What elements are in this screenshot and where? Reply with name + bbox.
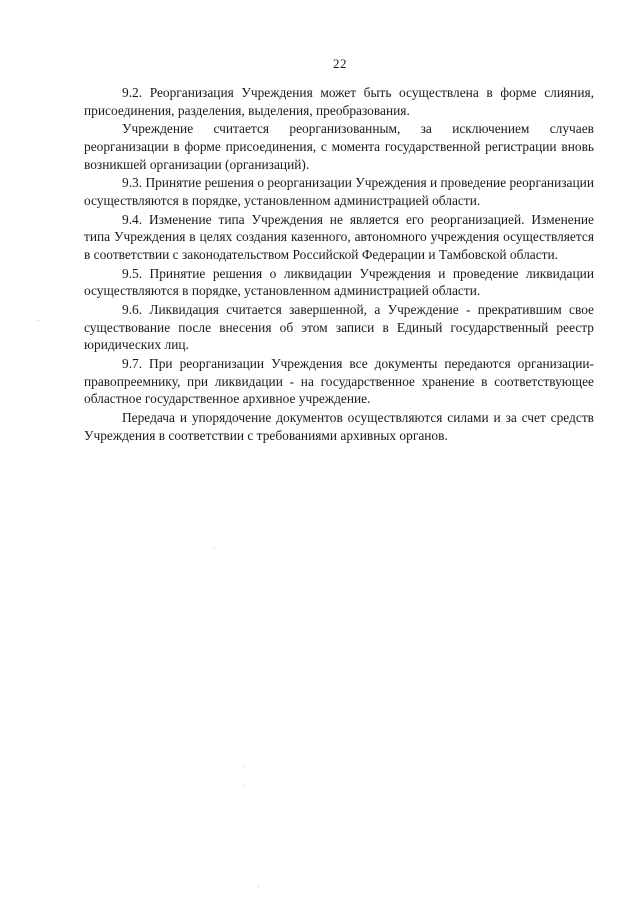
paragraph-documents-transfer: Передача и упорядочение документов осуществляются силами и за счет средств Учреждения в соответствии с требованиями архивных органов. (84, 410, 594, 443)
paragraph-reorganization-moment: Учреждение считается реорганизованным, за исключением случаев реорганизации в форме присоединения, с момента государственной регистрации вновь возникшей организации (организаций). (84, 121, 594, 172)
paragraph-9-4: 9.4. Изменение типа Учреждения не является его реорганизацией. Изменение типа Учреждения в целях создания казенного, автономного учреждения осуществляется в соответствии с законодательством Российской Федерации и Тамбовской области. (84, 211, 594, 262)
scan-speck (243, 766, 244, 767)
paragraph-9-2: 9.2. Реорганизация Учреждения может быть осуществлена в форме слияния, присоединения, разделения, выделения, преобразования. (84, 85, 594, 118)
scan-speck (258, 886, 259, 887)
scan-speck (38, 320, 39, 321)
paragraph-9-7: 9.7. При реорганизации Учреждения все документы передаются организации-правопреемнику, при ликвидации - на государственное хранение в соответствующее областное государственное архивное учреждение. (84, 356, 594, 407)
scan-speck (214, 548, 215, 549)
paragraph-9-5: 9.5. Принятие решения о ликвидации Учреждения и проведение ликвидации осуществляются в порядке, установленном администрацией области. (84, 265, 594, 299)
paragraph-9-6: 9.6. Ликвидация считается завершенной, а Учреждение - прекратившим свое существование после внесения об этом записи в Единый государственный реестр юридических лиц. (84, 302, 594, 353)
paragraph-9-3: 9.3. Принятие решения о реорганизации Учреждения и проведение реорганизации осуществляются в порядке, установленном администрацией области. (84, 175, 594, 208)
scan-speck (243, 785, 244, 786)
document-body (84, 84, 594, 444)
page-number: 22 (333, 56, 347, 71)
